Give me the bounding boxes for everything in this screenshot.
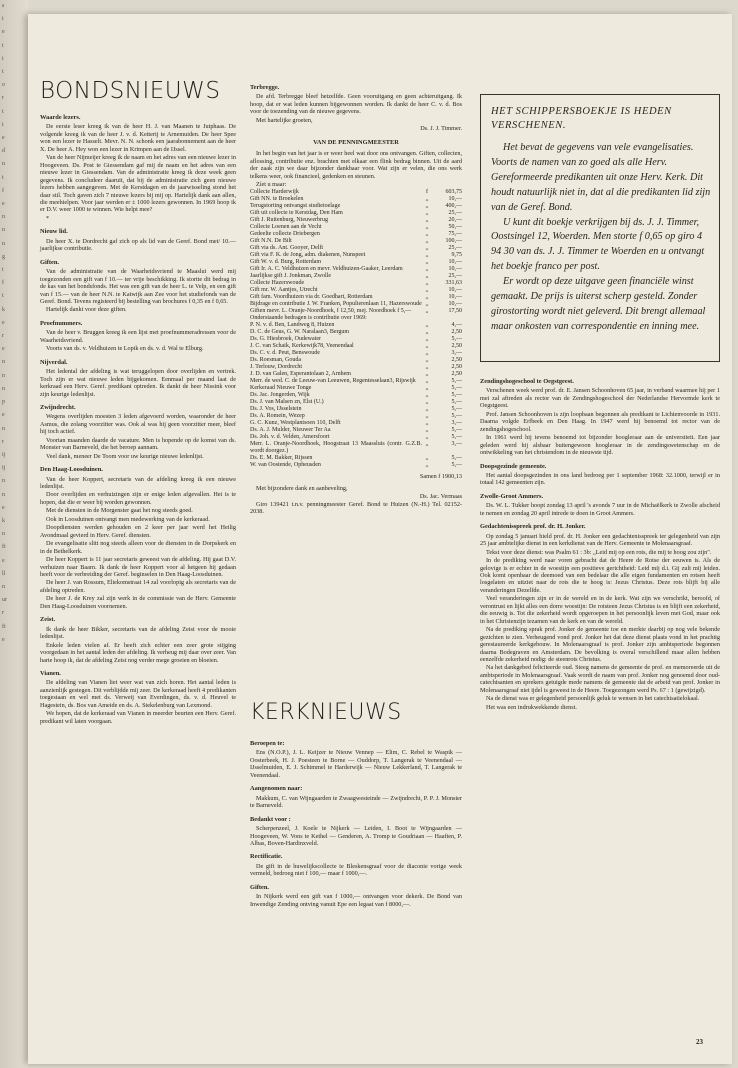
ledger-amount: 3,— <box>451 441 462 448</box>
section-paragraph: Met hartelijke groeten, <box>256 116 313 124</box>
ledger-row <box>250 350 462 357</box>
ledger-amount: 5,— <box>451 385 462 392</box>
ledger-description: Onderstaande bedragen is contributie over 1969: <box>250 315 367 322</box>
ledger-description: Gedeelte collecte Driebergen <box>250 231 320 238</box>
ledger-amount: 400,— <box>445 203 462 210</box>
ledger-description: Collecte Hazerswoude <box>250 280 305 287</box>
ledger-amount: 5,— <box>451 392 462 399</box>
margin-letter: k <box>2 517 5 524</box>
kerknieuws-masthead: KERKNIEUWS <box>250 700 402 725</box>
margin-letter: t <box>2 108 4 115</box>
ledger-currency: ,, <box>425 287 429 294</box>
ledger-description: Gift NN. te Broekelen <box>250 196 304 203</box>
section-paragraph: De heer J. van Rossum, Eliekomstraat 14 zal voorlopig als secretaris van de afdeling optreden. <box>40 579 236 594</box>
ledger-currency: ,, <box>425 273 429 280</box>
margin-letter: e <box>2 346 5 353</box>
ledger-description: Ds. J. van Malsen zn, Elst (U.) <box>250 399 324 406</box>
ledger-amount: 5,— <box>451 399 462 406</box>
margin-letter: ll <box>2 570 6 577</box>
margin-letter: e <box>2 557 5 564</box>
ledger-description: Ds. C. v. d. Peut, Benswoude <box>250 350 320 357</box>
margin-letter: ft <box>2 544 6 551</box>
ledger-amount: 2,50 <box>451 343 462 350</box>
section-paragraph: Door overlijden en verhuizingen zijn er enige leden afgevallen. Het is te hopen, dat die er weer bij worden gewonnen. <box>40 491 236 506</box>
ledger-amount: 9,75 <box>451 252 462 259</box>
ledger-description: Gift via F. K. de Jong, adm. diakenen, Nunspeet <box>250 252 366 259</box>
ledger-amount: 3,— <box>451 420 462 427</box>
section-paragraph: Met de diensten in de Morgenster gaat het nog steeds goed. <box>46 507 193 515</box>
section-paragraph: De heer J. de Krey zal zijn werk in de commissie van de Herv. Gemeente Den Haag-Loosduinen voornemen. <box>40 595 236 610</box>
section-heading: Bedankt voor : <box>250 815 291 823</box>
section-paragraph: Wegens overlijden moesten 3 leden afgevoerd worden, waaronder de heer Asmus, die zolang voorzitter was. Ook al was hij geen voorzitter meer, bleef hij toch actief. <box>40 413 236 436</box>
margin-letter: e <box>2 135 5 142</box>
section-heading: Doopsgezinde gemeente. <box>480 462 547 470</box>
notice-paragraph: Het bevat de gegevens van vele evangelisaties. Voorts de namen van zo goed als alle Herv. Gereformeerde predikanten uit onze Herv. Kerk. Dit houdt natuurlijk niet in, dat al die predikanten lid zijn van de Geref. Bond. <box>491 142 711 213</box>
ledger-description: Collecte Harderwijk <box>250 189 299 196</box>
ledger-amount: 10,— <box>448 294 462 301</box>
ledger-amount: 2,50 <box>451 364 462 371</box>
section-paragraph: Verschenen week werd prof. dr. E. Jansen Schoonhoven 65 jaar, in verband waarmee hij per 1 mei zal aftreden als rector van de Zendingshogeschool der Nederlandse Hervormde kerk te Oegstgeest. <box>480 387 720 410</box>
ledger-currency: ,, <box>425 210 429 217</box>
notice-paragraph: Er wordt op deze uitgave geen financiële winst gemaakt. De prijs is uiterst scherp gesteld. Zonder girostorting wordt niet geleverd. Dit brengt allemaal maar onkosten van correspondentie en inning mee. <box>491 276 706 332</box>
ledger-amount: 5,— <box>451 462 462 469</box>
section-paragraph: De afd. Terbregge bleef hetzelfde. Geen vooruitgang en geen achteruitgang. Ik hoop, dat er wat leden kunnen bijgewonnen worden. Ik dankt de heer C. v. d. Bos voor de toezending van de nieuwe gegevens. <box>250 93 462 116</box>
margin-letter: e <box>2 29 5 36</box>
ledger-row <box>250 224 462 231</box>
ledger-description: Gift J. Ruitenburg, Nieuwerbrug <box>250 217 329 224</box>
ledger-amount: 17,50 <box>448 308 462 315</box>
ledger-row <box>250 329 462 336</box>
section-paragraph: We hopen, dat de kerkeraad van Vianen in meerder beurten een Herv. Geref. predikant wil laten voorgaan. <box>40 710 236 725</box>
margin-letter: k <box>2 306 5 313</box>
section-paragraph: Het aantal doopsgezinden in ons land bedroeg per 1 september 1968: 32.1000, terwijl er in totaal 142 gemeenten zijn. <box>480 471 720 487</box>
margin-letter: t <box>2 42 4 49</box>
margin-letter: t <box>2 267 4 274</box>
ledger-currency: ,, <box>425 343 429 350</box>
section-paragraph: Doopdiensten werden gehouden en 2 keer per jaar werd het Heilig Avondmaal gevierd in Herv. Geref. diensten. <box>40 524 236 539</box>
ledger-row <box>250 406 462 413</box>
ledger-currency: ,, <box>425 392 429 399</box>
section-heading: Nieuw lid. <box>40 228 68 236</box>
margin-letter: ij <box>2 465 6 472</box>
margin-letter: o <box>2 82 5 89</box>
ledger-currency: ,, <box>425 462 429 469</box>
ledger-description: Gift via ds. Ant. Gooyer, Delft <box>250 245 324 252</box>
section-heading: Zeist. <box>40 616 56 624</box>
ledger-currency: ,, <box>425 231 429 238</box>
ledger-row <box>250 343 462 350</box>
margin-letter: n <box>2 425 5 432</box>
ledger-amount: 10,— <box>448 301 462 308</box>
section-paragraph: De evangelisatie slitt nog steeds alleen voor de diensten in de Dorpskerk en in de Bethelkerk. <box>40 540 236 555</box>
margin-letter: e <box>2 504 5 511</box>
ledger-row <box>250 385 462 392</box>
ledger-amount: 25,— <box>448 245 462 252</box>
margin-letter: f <box>2 187 4 194</box>
section-signature: Ds. J. J. Timmer. <box>420 125 462 133</box>
section-paragraph: In de prediking werd naar voren gebracht dat de Heere de Rotse der eeuwen is. Als de gelovige is er echter in de woestijn een positieve gerichtheid: Leid mij d.i. Gij zult mij leiden. Ook komt openbaar de deemoed van een bedelaar die alle eigen fundamenten en rotsen heeft losgelaten en uitziet naar de rots die te hoog is: Jezus Christus. Deze rots blijft bij alle veranderingen Dezelfde. <box>480 557 720 594</box>
section-paragraph: Ds. W. L. Tukker hoopt zondag 13 april 's avonds 7 uur in de Michaëlkerk te Zwolle afscheid te nemen en zondag 20 april intrede te doen in Groot Ammers. <box>480 502 720 517</box>
section-paragraph: Veel veranderingen zijn er in de wereld en in de kerk. Wat zijn we verschrikt, beroofd, of verontrust en lijkt alles een dorre woestijn: De rotsteen Jezus Christus is en blijft een zekerheid, die eeuwig is. Tot die zekerheid wordt opgeroepen in het persoonlijk leven met God, maar ook in het Christenzijn tezamen van de kerk en van de wereld. <box>480 595 720 625</box>
ledger-row <box>250 462 462 469</box>
ledger-row <box>250 357 462 364</box>
ledger-currency: ,, <box>425 357 429 364</box>
ledger-currency: ,, <box>425 224 429 231</box>
margin-letter: t <box>2 121 4 128</box>
margin-letter: n <box>2 531 5 538</box>
ledger-description: Ds. Jac. Jongerden, Wijk <box>250 392 310 399</box>
section-paragraph: Enkele leden vielen af. Er heeft zich echter een zeer grote stijging voorgedaan in het aantal leden der afdeling. Ik verheug mij daar over zeer. Van harte hoop ik, dat de afdeling Zeist nog verder mege groeien en bloeien. <box>40 641 236 664</box>
ledger-currency: ,, <box>425 371 429 378</box>
section-heading: Waarde lezers. <box>40 114 81 121</box>
notice-paragraph: U kunt dit boekje verkrijgen bij ds. J. J. Timmer, Oostsingel 12, Woerden. Men storte f 0,65 op giro 4 94 30 van ds. J. J. Timmer te Woerden en u ontvangt het boekje franco per post. <box>491 216 705 273</box>
ledger-currency: ,, <box>425 378 429 385</box>
ledger-currency: ,, <box>425 399 429 406</box>
bondsnieuws-masthead: BONDSNIEUWS <box>40 78 221 104</box>
section-heading: Giften. <box>40 258 59 266</box>
ledger-currency: ,, <box>425 420 429 427</box>
ledger-intro: Zíet u maar: <box>256 180 287 188</box>
treasurer-heading: VAN DE PENNINGMEESTER <box>313 138 399 146</box>
margin-letter: r <box>2 95 4 102</box>
treasurer-signature: Ds. Jac. Vermaas <box>419 493 462 501</box>
section-paragraph: Veel dank, meneer De Toom voor uw keurige nieuwe ledenlijst. <box>46 452 204 460</box>
ledger-amount: 25,— <box>448 210 462 217</box>
margin-letter: f <box>2 280 4 287</box>
margin-letter: n <box>2 227 5 234</box>
ledger-row <box>250 196 462 203</box>
section-heading: Rectificatie. <box>250 853 283 861</box>
margin-letter: e <box>2 412 5 419</box>
ledger-currency <box>422 315 432 322</box>
ledger-row <box>250 308 462 315</box>
ledger-description: Ds. J. Vos, IJsselstein <box>250 406 302 413</box>
ledger-description: Ds. G. Hiesbroek, Oudewater <box>250 336 321 343</box>
ledger-description: Gift uit collecte te Kerstdag, Den Ham <box>250 210 343 217</box>
ledger-description: J. C. van Schaik, Kerkewijk78, Veenendaal <box>250 343 354 350</box>
ledger-currency: ,, <box>425 336 429 343</box>
ledger-currency: ,, <box>425 259 429 266</box>
ledger-description: Ds. A. J. Mulder, Nieuwer Ter Aa <box>250 427 331 434</box>
section-paragraph: Van de heer v. Bruggen kreeg ik een lijst met proefnummeradressen voor de Waarheidsvriend. <box>40 329 236 344</box>
ledger-row <box>250 336 462 343</box>
section-paragraph: * <box>46 214 50 222</box>
section-paragraph: Voorts van ds. v. Veldhuizen te Lopik en ds. v. d. Wal te Elburg. <box>46 345 204 353</box>
margin-letter: t <box>2 293 4 300</box>
ledger-description: G. C. Kunz, Westplantsoen 110, Delft <box>250 420 341 427</box>
section-paragraph: Prof. Jansen Schoonhoven is zijn loopbaan begonnen als predikant te Lichtenvoorde in 1931. Daarna volgde Erfbeek en Den Haag. In 1947 werd hij benoemd tot rector van de zendingshogeschool. <box>480 410 720 433</box>
margin-letter: r <box>2 333 4 340</box>
ledger-currency: ,, <box>425 434 429 441</box>
ledger-currency: ,, <box>425 406 429 413</box>
ledger-row <box>250 217 462 224</box>
section-heading: Terbregge. <box>250 84 280 91</box>
donation-ledger <box>250 189 462 469</box>
section-heading: Gedachtenisspreek prof. dr. H. Jonker. <box>480 523 586 531</box>
right-sections <box>480 378 720 711</box>
notice-body <box>491 141 711 335</box>
ledger-currency: ,, <box>425 301 429 308</box>
section-paragraph: Voortan maanden daarde de vacature. Men is hopende op de komst van ds. Monster van Barneveld, die het beroep aannam. <box>40 436 236 452</box>
margin-letter: t <box>2 16 4 23</box>
margin-letter: n <box>2 214 5 221</box>
ledger-row <box>250 378 462 385</box>
kerknieuws-column <box>250 700 462 909</box>
ledger-row <box>250 294 462 301</box>
section-heading: Beroepen te: <box>250 740 285 747</box>
ledger-total: Samen f 1900,13 <box>419 473 462 481</box>
newspaper-page <box>28 14 732 1064</box>
ledger-description: Collecte Loenen aan de Vecht <box>250 224 322 231</box>
page-number: 23 <box>696 1038 703 1046</box>
ledger-amount: 331,63 <box>445 280 462 287</box>
ledger-amount: 5,— <box>451 455 462 462</box>
margin-letter: r <box>2 438 4 445</box>
margin-letter: n <box>2 240 5 247</box>
section-paragraph: Het ledental der afdeling is wat teruggelopen door overlijden en vertrek. Toch zijn er wat nieuwe leden bijgekomen. Eenmaal per maand laat de kerkraad een Herv. Geref. predikant optreden. Ik dankt de heer Nissink voor zijn keurige ledenlijst. <box>40 368 236 398</box>
section-heading: Aangenomen naar: <box>250 785 303 793</box>
ledger-currency: ,, <box>425 245 429 252</box>
ledger-amount: 100,— <box>445 238 462 245</box>
ledger-row <box>250 315 462 322</box>
ledger-description: Merr. L. Oranje-Noordhoek, Hoogstraat 13 Maassluis (contr. G.Z.B. wordt doorgez.) <box>250 441 422 455</box>
ledger-amount <box>432 315 462 322</box>
margin-letter: n <box>2 359 5 366</box>
ledger-currency: ,, <box>425 294 429 301</box>
ledger-description: J. D. van Galen, Esperantolaan 2, Arnhem <box>250 371 351 378</box>
section-paragraph: Tekst voor deze dienst: was Psalm 61 : 3b: „Leid mij op een rots, die mij te hoog zou zijn". <box>486 548 712 556</box>
ledger-description: J. Terlouw, Dordrecht <box>250 364 303 371</box>
ledger-currency: ,, <box>425 427 429 434</box>
ledger-currency: ,, <box>425 217 429 224</box>
section-heading: Vianen. <box>40 670 61 677</box>
ledger-description: Gift W. v. d. Burg, Rotterdam <box>250 259 321 266</box>
margin-letter: e <box>2 636 5 643</box>
ledger-description: Ds. A. Romein, Wezep <box>250 413 305 420</box>
ledger-amount: 10,— <box>448 266 462 273</box>
ledger-amount: 5,— <box>451 427 462 434</box>
ledger-description: Jaarlijkse gift J. Jonkman, Zwolle <box>250 273 331 280</box>
ledger-currency: ,, <box>425 196 429 203</box>
section-paragraph: In 1961 werd hij tevens benoemd tot bijzonder hoogleraar aan de universiteit. Een jaar geleden werd hij alsbaar buitengewoon hoogleraar in de zendingswetenschap en de ontwikkeling van het christendom in de nieuwste tijd. <box>480 434 720 457</box>
ledger-currency: ,, <box>425 350 429 357</box>
section-paragraph: Van de heer Koppert, secretaris van de afdeling kreeg ik een nieuwe ledenlijst. <box>40 475 236 491</box>
section-paragraph: Makkum, C. van Wijngaarden te Zwaagwesteinde — Zwijndrecht, P. P. J. Monster te Barneveld. <box>250 794 462 810</box>
left-sections <box>40 114 236 725</box>
ledger-amount: 5,— <box>451 378 462 385</box>
section-paragraph: Ens (N.O.P.), J. L. Keijzer te Nieuw Vennep — Elim, C. Rebel te Waspik — Oosterbeek, H. J. Poesteen te Borne — Ouddorp, T. Langerak te Veenendaal — IJsselmuiden, E. J. Schimmel te Harderwijk — Nieuw Lekkerland, T. Langerak te Veenendaal. <box>250 749 462 779</box>
ledger-currency: ,, <box>425 203 429 210</box>
thanks-line: Met bijzondere dank en aanbeveling, <box>256 484 348 492</box>
left-page-margin-fragment <box>0 0 28 1068</box>
ledger-row <box>250 420 462 427</box>
section-heading: Proefnummers. <box>40 319 83 327</box>
ledger-currency: ,, <box>425 238 429 245</box>
section-paragraph: De afdeling van Vianen liet weer wat van zich horen. Het aantal leden is aanzienlijk gestegen. Dit verblijdde mij zeer. De kerkeraad heeft 4 predikanten toegestaan en wel met ds. Verweij van Everdingen, ds. v. d. Heuvel te Hagestein, ds. Bos van Ameide en ds. A. Stekelenburg van Lexmond. <box>40 679 236 709</box>
ledger-currency: f <box>426 189 428 196</box>
margin-letter: t <box>2 174 4 181</box>
ledger-currency: ,, <box>425 266 429 273</box>
section-paragraph: Na het dankgebed feliciteerde oud. Steeg namens de gemeente de prof. en memoreerde uit de ambtsperiode in Molenaarsgraaf. Vaak wordt de naam van prof. Jonker nog genoemd door oud-catechisanten en sprekers getuigde mede namens de gemeente dat de arbeid van prof. Jonker in Molenaarsgraaf niet ijdel is geweest in de Heere. Toegezongen werd Ps. 67 : 1 (gewijzigd). <box>480 664 720 694</box>
ledger-description: Gift N.N. De Bilt <box>250 238 292 245</box>
margin-letter: s <box>2 3 5 9</box>
margin-letter: e <box>2 201 5 208</box>
margin-letter: t <box>2 55 4 62</box>
ledger-amount: 2,50 <box>451 371 462 378</box>
section-paragraph: Van de heer Nijmeijer kreeg ik de naam en het adres van een nieuwe lezer in Hoogeveen. Ds. Post te Giessendam gaf mij de naam en het adres van een nieuwe lezer in Giessendam. Van de administratie kreeg ik deze week geen gegevens. Ik concludeer daaruit, dat bij de administratie zich geen nieuwe lezers hebben aangegeven. Met de Kerstdagen en de jaarwisseling stond het daar stil. Toch gaven zich 7 nieuwe lezers bij mij op. Hartelijk dank aan allen, die meehielpen. Voor jaar werden er ± 1000 lezers gewonnen. In 1969 hoop ik er D.V. weer 1000 te winnen. Wie helpt mee? <box>40 154 236 214</box>
ledger-currency: ,, <box>425 385 429 392</box>
ledger-currency: ,, <box>425 322 429 329</box>
ledger-amount: 5,— <box>451 406 462 413</box>
notice-title: HET SCHIPPERSBOEKJE IS HEDEN VERSCHENEN. <box>491 106 672 131</box>
ledger-description: Ds. E. M. Bakker, Rijssen <box>250 455 313 462</box>
ledger-description: Giften mevr. L. Oranje-Noordhoek, f 12,50, mej. Noordhoek f 5,— <box>250 308 412 315</box>
section-paragraph: De heer Koppert is 11 jaar secretaris geweest van de afdeling. Hij gaat D.V. verhuizen naar Baarn. Ik dank de heer Koppert voor al hetgeen hij gedaan heeft voor de verbreiding der Geref. beginselen in Den Haag-Loosduinen. <box>40 556 236 579</box>
ledger-currency: ,, <box>425 252 429 259</box>
kerknieuws-sections <box>250 740 462 908</box>
ledger-row <box>250 455 462 462</box>
ledger-row <box>250 441 462 455</box>
ledger-currency: ,, <box>425 329 429 336</box>
ledger-amount: 603,75 <box>445 189 462 196</box>
giro-line: Giro 139421 t.n.v. penningmeester Geref. Bond te Huizen (N.-H.) Tel. 02152-2038. <box>250 500 462 516</box>
ledger-amount: 10,— <box>448 287 462 294</box>
ledger-amount: 20,— <box>448 217 462 224</box>
margin-letter: n <box>2 161 5 168</box>
ledger-description: Ds. Roesman, Gouda <box>250 357 301 364</box>
section-paragraph: De gift in de huwelijkscollecte te Bleskensgraaf voor de diaconie vorige week vermeld, bedroeg niet f 100,— maar f 1000,—. <box>250 862 462 878</box>
ledger-description: W. van Oostende, Opheusden <box>250 462 321 469</box>
ledger-row <box>250 399 462 406</box>
section-paragraph: Van de administratie van de Waarheidsvriend te Maaslui werd mij toegezonden een gift van f 10.— ter vrije beschikking. Ik stortte dit bedrag in de kas van het bondsfonds. Het was een gift van de heer L. te Velp, en een gift van f 15.— van de heer N.N. te Katwijk aan Zee voor het studiefonds van de Geref. Bond. Tevens registeerd bij bestelling van brochures f 0,35 en f 0,65. <box>40 268 236 305</box>
ledger-description: Terugstorting ontvangst studietoelage <box>250 203 341 210</box>
section-paragraph: Hartelijk dankt voor deze giften. <box>46 306 127 314</box>
margin-letter: n <box>2 491 5 498</box>
ledger-description: Gift mr. W. Aantjes, Utrecht <box>250 287 318 294</box>
section-heading: Nijverdal. <box>40 358 68 366</box>
margin-letter: ft <box>2 623 6 630</box>
ledger-description: P. N. v. d. Ben, Landweg 8, Huizen <box>250 322 335 329</box>
ledger-currency: ,, <box>425 441 429 448</box>
ledger-amount: 10,— <box>448 259 462 266</box>
ledger-amount: 75,— <box>448 231 462 238</box>
ledger-currency: ,, <box>425 455 429 462</box>
section-heading: Den Haag-Loosduinen. <box>40 466 103 474</box>
margin-letter: d <box>2 148 5 155</box>
ledger-amount: 50,— <box>448 224 462 231</box>
margin-letter: n <box>2 478 5 485</box>
ledger-amount: 3,— <box>451 350 462 357</box>
margin-letter: t <box>2 69 4 76</box>
treasurer-intro: In het begin van het jaar is er weer heel wat door ons ontvangen. Giften, collecten, aflossing, contributie enz. brachten met elkaar een flink bedrag binnen. Uit de aard der zaak zijn we daar bijzonder dankbaar voor. Wat zijn er velen, die ons werk telkens weer, ook financieel, gedenken en steunen. <box>250 150 462 180</box>
ledger-row <box>250 273 462 280</box>
margin-letter: n <box>2 583 5 590</box>
ledger-amount: 10,— <box>448 196 462 203</box>
section-paragraph: Ik dank de heer Bikker, secretaris van de afdeling Zeist voor de mooie ledenlijst. <box>40 625 236 641</box>
ledger-amount: 2,50 <box>451 329 462 336</box>
section-paragraph: Scherpenzeel, J. Koele te Nijkerk — Leiden, I. Boot te Wijngaarden — Hoogeveen, W. Vons te Kethel — Genderen, A. Tromp te Goudriaan — Haaften, P. Albas, Boven-Hardinxveld. <box>250 825 462 847</box>
ledger-row <box>250 371 462 378</box>
ledger-amount: 2,50 <box>451 357 462 364</box>
ledger-amount: 5,— <box>451 434 462 441</box>
ledger-currency: ,, <box>425 308 429 315</box>
margin-letter: g <box>2 253 5 260</box>
section-paragraph: Na de dienst was er gelegenheid persoonlijk geluk te wensen in het catechisatielokaal. <box>486 695 700 703</box>
section-paragraph: De eerste leser kreeg ik van de heer H. J. van Maanen te Jutphaas. De volgende kreeg ik van de heer J. v. d. Ketterij te Arnemuiden. De heer Spee won een lezer te Hasselt. Mevr. N. N. schonk een jaarabonnement aan de heer X. De heer A. Hey won een lezer in Krimpen aan de IJssel. <box>40 123 236 153</box>
section-heading: Zwolle-Groot Ammers. <box>480 492 544 500</box>
margin-letter: r <box>2 610 4 617</box>
section-heading: Giften. <box>250 883 269 891</box>
ledger-amount: 25,— <box>448 273 462 280</box>
ledger-description: Kerkeraad Nieuwe Tonge <box>250 385 312 392</box>
margin-letter: ij <box>2 451 6 458</box>
section-paragraph: Op zondag 5 januari hield prof. dr. H. Jonker een gedachtenisspreek ter gelegenheid van zijn 25 jaar ambtelijke dienst in een kerkdienst van de Herv. Gemeente te Molenaarsgraaf. <box>480 532 720 548</box>
ledger-description: Gift Ir. A. C. Veldhuizen en mevr. Veldhuizen-Gaaker, Leerdam <box>250 266 403 273</box>
section-heading: Zwijndrecht. <box>40 403 76 411</box>
ledger-currency: ,, <box>425 364 429 371</box>
margin-letter: n <box>2 372 5 379</box>
section-paragraph: Na de prediking sprak prof. Jonker de gemeente toe en merkte daarbij op nog vele bekende gezichten te zien. Verheugend vond prof. Jonker het dat deze dienst plaats vond in het prachtig gerestaureerde kerkgebouw. In Molenaarsgraaf is prof. Jonker zijn ambtsperiode begonnen daarna Bodegraven en Amsterdam. De bevolking is overal verschillend maar allen hebben eenzelfde zekerheid nodig: de steenrots Christus. <box>480 626 720 663</box>
ledger-amount: 5,— <box>451 413 462 420</box>
section-heading: Zendingshogeschool te Oegstgeest. <box>480 378 574 385</box>
ledger-amount: 4,— <box>451 322 462 329</box>
section-paragraph: Het was een indrukwekkende dienst. <box>486 703 577 711</box>
ledger-amount: 5,— <box>451 336 462 343</box>
ledger-row <box>250 364 462 371</box>
schippersboekje-notice <box>480 94 720 362</box>
left-column <box>40 78 236 726</box>
right-column <box>480 378 720 712</box>
ledger-description: Gift fam. Voordhuizen via dr. Goedhart, Rotterdam <box>250 294 373 301</box>
ledger-description: D. C. de Geus, G. W. Naralaan3, Bergum <box>250 329 350 336</box>
section-paragraph: Ook in Loosduinen ontvangt men medewerking van de kerkeraad. <box>46 515 210 523</box>
middle-column <box>250 84 462 517</box>
margin-letter: ur <box>2 597 7 604</box>
section-paragraph: De heer X. te Dordrecht gaf zich op als lid van de Geref. Bond met/ 10.— jaarlijkse contributie. <box>40 237 236 253</box>
section-paragraph: In Nijkerk werd een gift van f 1000,— ontvangen voor dekerk. De Bond van Inwendige Zending ontving vanuit Epe een legaat van f 8000,—. <box>250 893 462 908</box>
ledger-description: Ds. Joh. v. d. Velden, Amersfoort <box>250 434 330 441</box>
ledger-description: Bijdrage en contributie J. W. Franken, Populierenlaan 11, Hazerswoude <box>250 301 422 308</box>
ledger-currency: ,, <box>425 413 429 420</box>
margin-letter: p <box>2 399 5 406</box>
margin-letter: n <box>2 385 5 392</box>
middle-top-sections <box>250 84 462 133</box>
margin-letter: e <box>2 319 5 326</box>
ledger-currency: ,, <box>425 280 429 287</box>
ledger-description: Merr. de wed. C. de Leeuw-van Leeuwen, Regentesselaan3, Rijswijk <box>250 378 416 385</box>
ledger-row <box>250 322 462 329</box>
